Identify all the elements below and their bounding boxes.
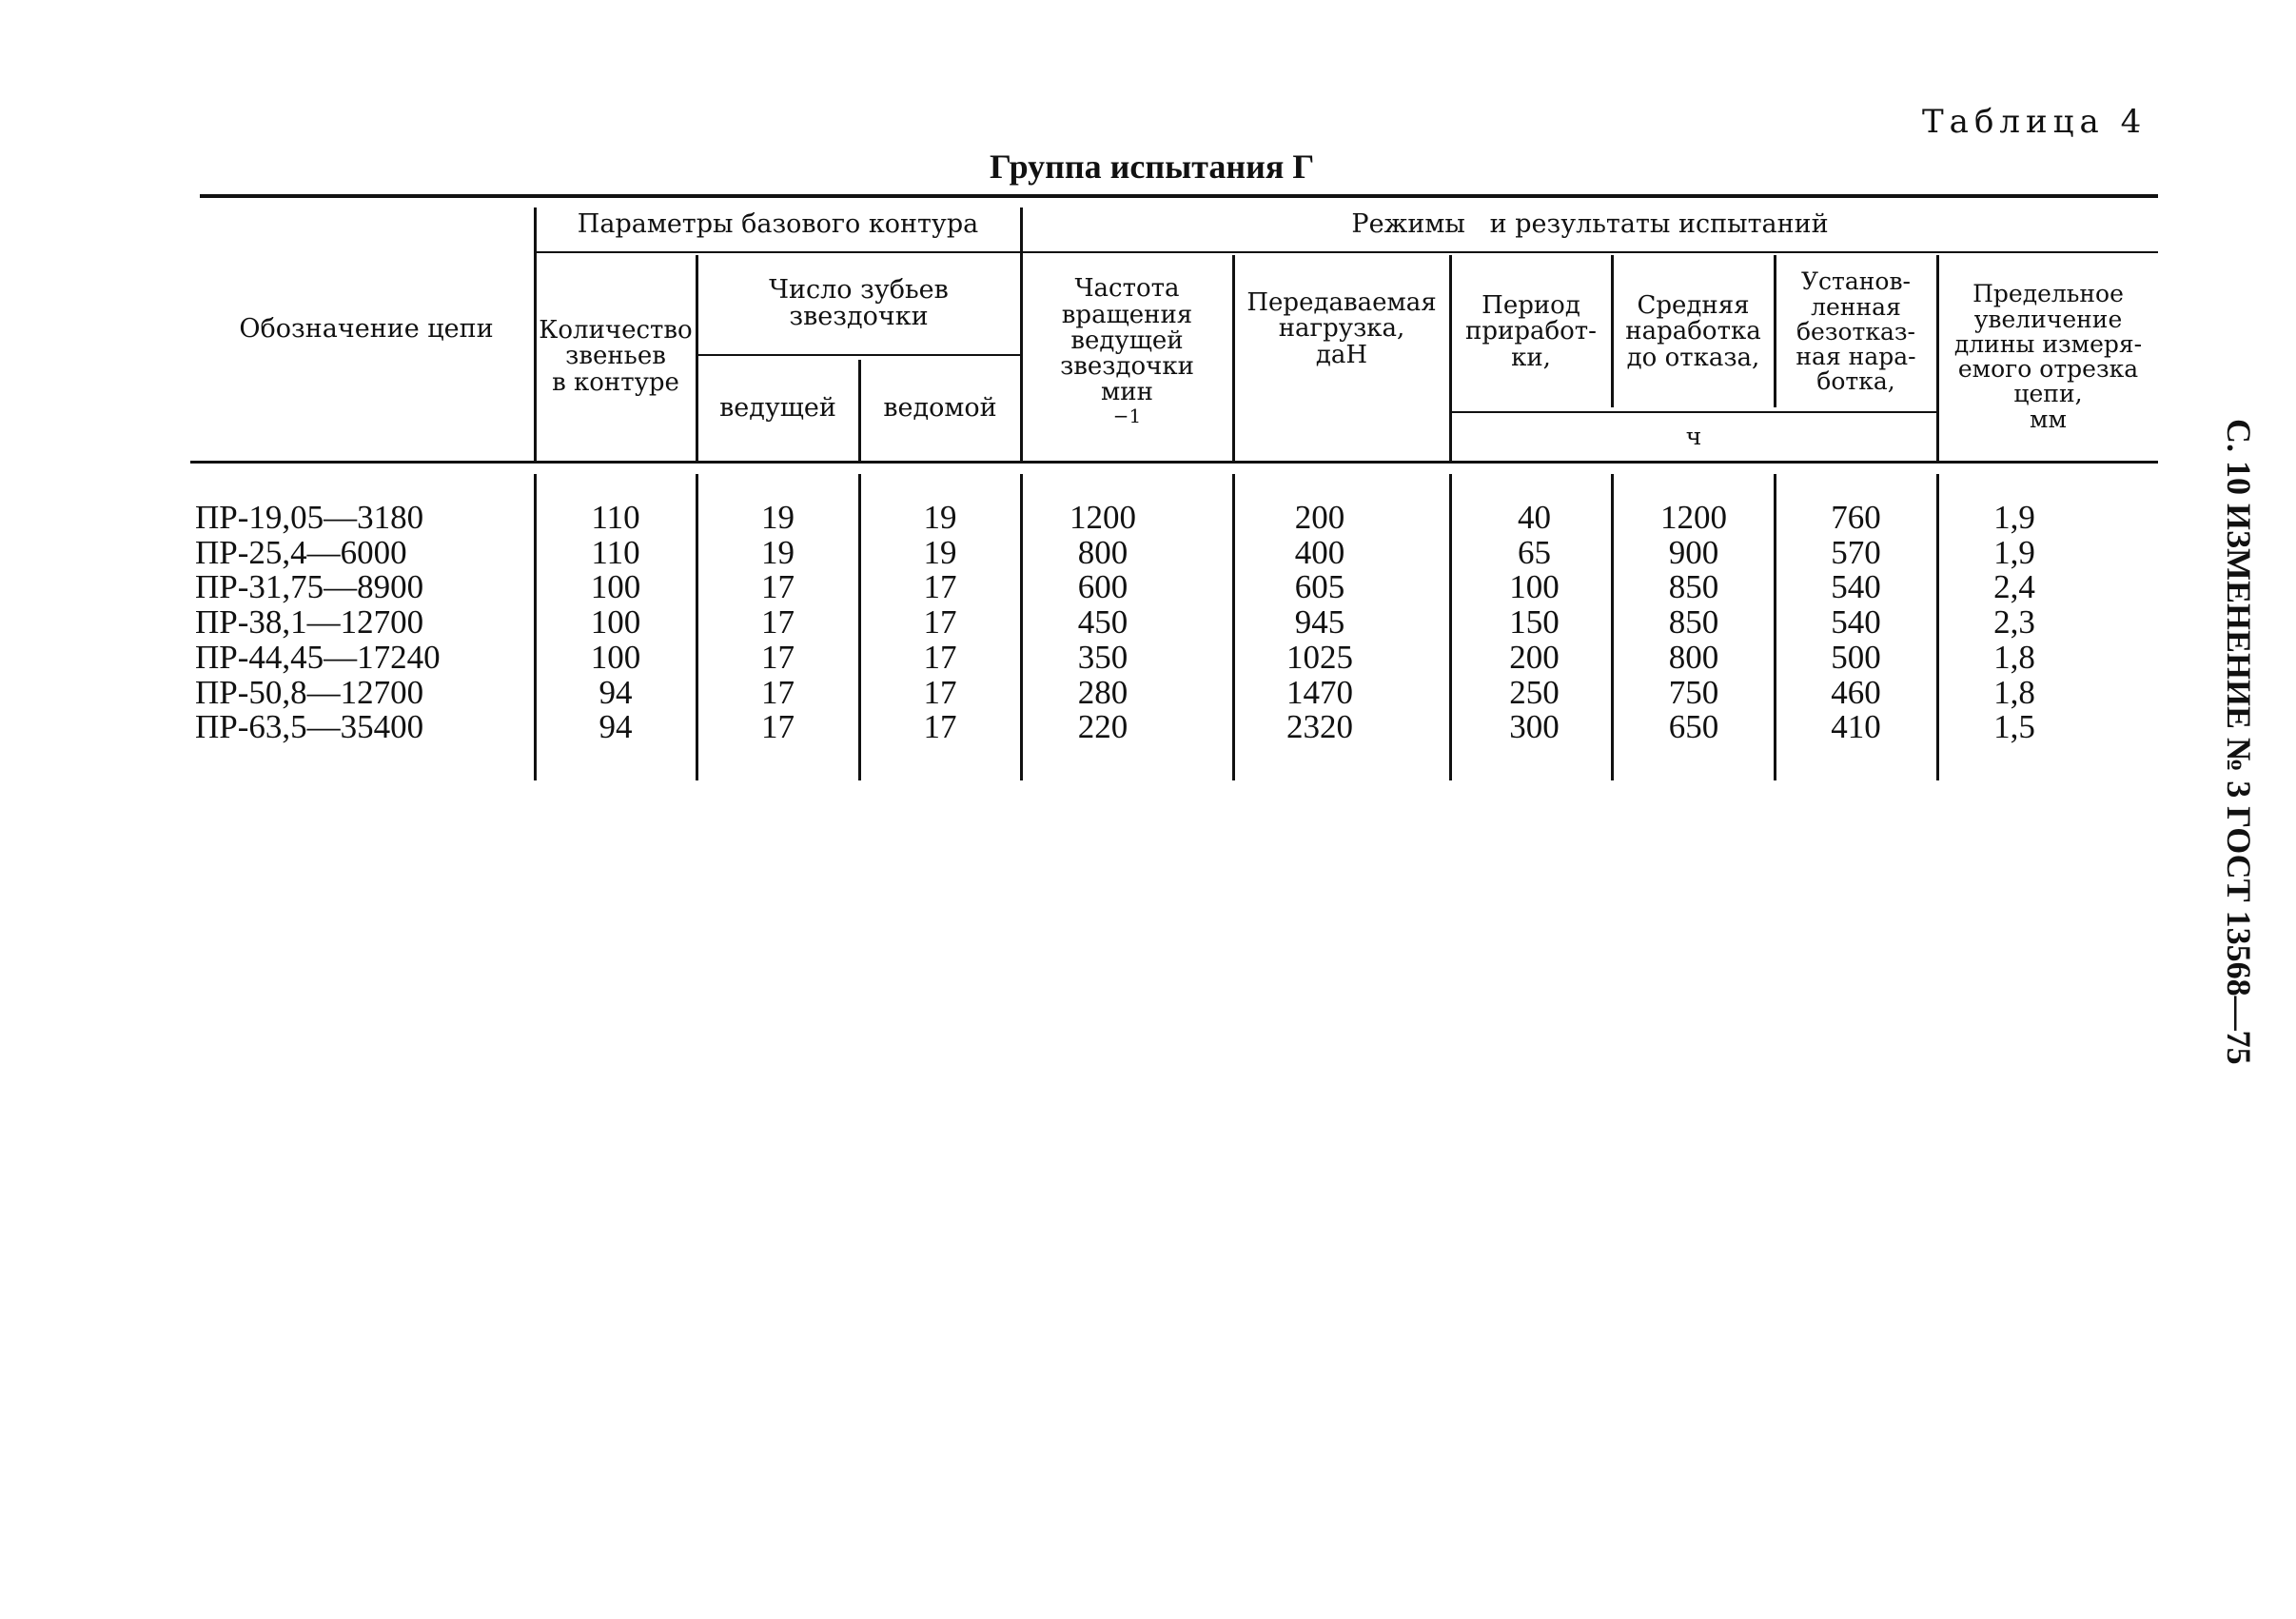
links-count-cell: 100 (590, 603, 641, 642)
elongation-cell: 1,8 (1993, 638, 2035, 676)
driving-teeth-cell: 19 (761, 499, 795, 536)
table-title: Группа испытания Г (990, 148, 1315, 186)
frequency-unit: мин (1101, 378, 1153, 407)
frequency-cell: 450 (1077, 603, 1128, 642)
runin-cell: 65 (1518, 533, 1551, 571)
set-life-cell: 410 (1831, 708, 1881, 746)
driving-teeth-cell: 19 (761, 533, 795, 571)
runin-cell: 40 (1518, 499, 1551, 536)
elongation-cell: 1,9 (1993, 533, 2035, 571)
header-links-count: Количество звеньев в контуре (539, 316, 693, 397)
frequency-cell: 350 (1077, 638, 1128, 676)
driving-teeth-cell: 17 (761, 603, 795, 642)
header-hours-unit: ч (1685, 422, 1702, 450)
load-cell: 200 (1294, 499, 1345, 536)
elongation-cell: 1,9 (1993, 499, 2035, 536)
links-count-cell: 94 (599, 673, 633, 711)
driving-teeth-cell: 17 (761, 708, 795, 746)
driving-teeth-cell: 17 (761, 638, 795, 676)
mtbf-cell: 750 (1668, 673, 1719, 711)
frequency-cell: 280 (1077, 673, 1128, 711)
header-driven-sprocket: ведомой (883, 392, 997, 423)
page-side-caption: С. 10 ИЗМЕНЕНИЕ № 3 ГОСТ 13568—75 (2220, 419, 2258, 1065)
runin-cell: 100 (1509, 568, 1560, 606)
runin-cell: 200 (1509, 638, 1560, 676)
chain-designation-cell: ПР-63,5—35400 (195, 708, 424, 746)
header-mean-time-to-failure: Средняя наработка до отказа, (1625, 291, 1761, 372)
set-life-cell: 540 (1831, 603, 1881, 642)
mtbf-cell: 850 (1668, 603, 1719, 642)
set-life-cell: 540 (1831, 568, 1881, 606)
header-bottom-rule (190, 461, 2158, 464)
driven-teeth-cell: 17 (923, 638, 957, 676)
links-count-cell: 100 (590, 638, 641, 676)
links-count-cell: 94 (599, 708, 633, 746)
header-base-contour-params: Параметры базового контура (577, 208, 979, 239)
elongation-cell: 1,5 (1993, 708, 2035, 746)
load-cell: 945 (1294, 603, 1345, 642)
runin-cell: 300 (1509, 708, 1560, 746)
runin-cell: 250 (1509, 673, 1560, 711)
mtbf-cell: 650 (1668, 708, 1719, 746)
load-cell: 1025 (1286, 638, 1353, 676)
elongation-cell: 2,4 (1993, 568, 2035, 606)
driven-teeth-cell: 17 (923, 673, 957, 711)
table-number: Таблица 4 (1922, 103, 2148, 141)
frequency-cell: 1200 (1070, 499, 1136, 536)
frequency-exponent: −1 (1112, 404, 1142, 427)
chain-designation-cell: ПР-50,8—12700 (195, 673, 424, 711)
links-count-cell: 110 (591, 499, 640, 536)
header-chain-designation: Обозначение цепи (239, 313, 494, 344)
driven-teeth-cell: 19 (923, 499, 957, 536)
load-cell: 2320 (1286, 708, 1353, 746)
set-life-cell: 500 (1831, 638, 1881, 676)
links-count-cell: 100 (590, 568, 641, 606)
elongation-cell: 2,3 (1993, 603, 2035, 642)
load-cell: 400 (1294, 533, 1345, 571)
load-cell: 605 (1294, 568, 1345, 606)
frequency-cell: 800 (1077, 533, 1128, 571)
load-cell: 1470 (1286, 673, 1353, 711)
header-driving-sprocket: ведущей (719, 392, 836, 423)
driven-teeth-cell: 17 (923, 568, 957, 606)
driven-teeth-cell: 17 (923, 708, 957, 746)
header-runin-period: Период приработ- ки, (1465, 291, 1597, 372)
chain-designation-cell: ПР-31,75—8900 (195, 568, 424, 606)
header-rotation-frequency: Частота вращения ведущей звездочки мин $^{-1}$ (1060, 274, 1194, 427)
set-life-cell: 760 (1831, 499, 1881, 536)
frequency-cell: 220 (1077, 708, 1128, 746)
chain-designation-cell: ПР-25,4—6000 (195, 533, 407, 571)
links-count-cell: 110 (591, 533, 640, 571)
chain-designation-cell: ПР-44,45—17240 (195, 638, 441, 676)
elongation-cell: 1,8 (1993, 673, 2035, 711)
frequency-cell: 600 (1077, 568, 1128, 606)
mtbf-cell: 900 (1668, 533, 1719, 571)
chain-designation-cell: ПР-38,1—12700 (195, 603, 424, 642)
driving-teeth-cell: 17 (761, 568, 795, 606)
header-sprocket-teeth: Число зубьев звездочки (769, 274, 949, 331)
driven-teeth-cell: 19 (923, 533, 957, 571)
driving-teeth-cell: 17 (761, 673, 795, 711)
chain-designation-cell: ПР-19,05—3180 (195, 499, 424, 536)
header-test-modes-results: Режимы и результаты испытаний (1351, 208, 1829, 239)
header-set-failure-free-life: Установ- ленная безотказ- ная нара- ботка, (1796, 267, 1916, 396)
header-transmitted-load: Передаваемая нагрузка, даН (1246, 288, 1437, 369)
mtbf-cell: 1200 (1660, 499, 1727, 536)
mtbf-cell: 850 (1668, 568, 1719, 606)
runin-cell: 150 (1509, 603, 1560, 642)
set-life-cell: 460 (1831, 673, 1881, 711)
header-max-elongation: Предельное увеличение длины измеря- емого отрезка цепи, мм (1953, 280, 2143, 433)
mtbf-cell: 800 (1668, 638, 1719, 676)
driven-teeth-cell: 17 (923, 603, 957, 642)
set-life-cell: 570 (1831, 533, 1881, 571)
